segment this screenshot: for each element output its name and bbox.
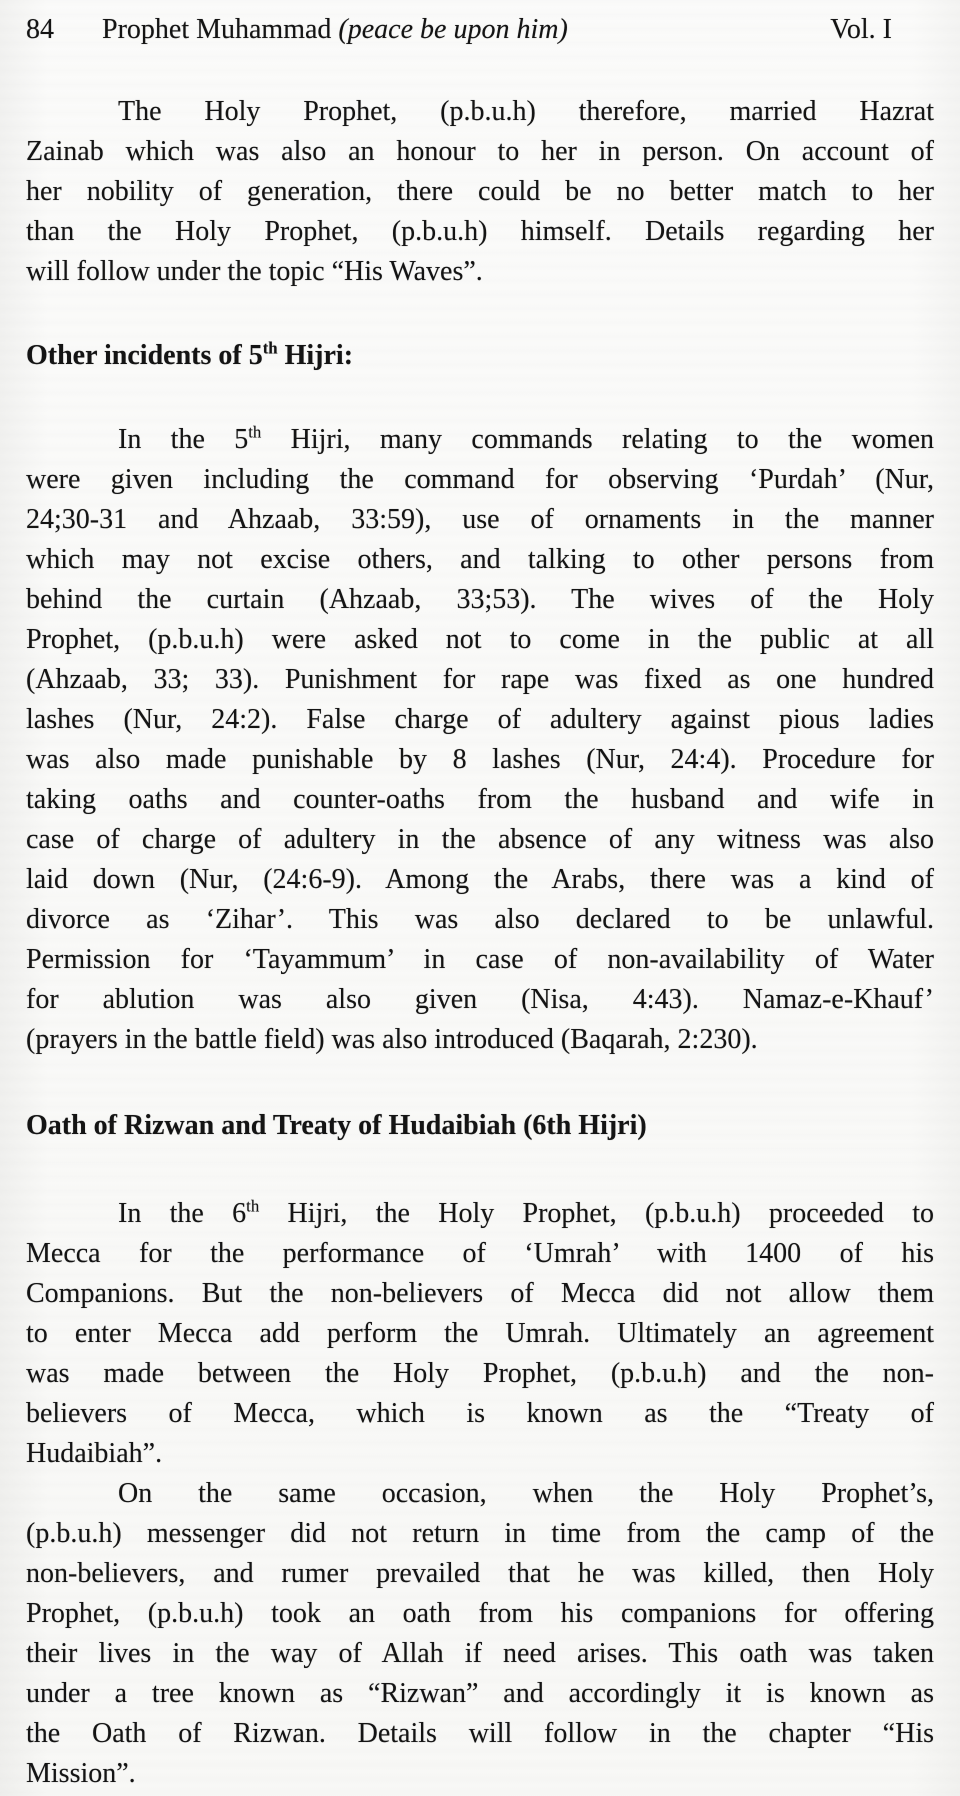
- superscript: th: [262, 338, 278, 358]
- text-line: 24;30-31 and Ahzaab, 33:59), use of ornaments in the manner: [26, 504, 934, 535]
- text-line: laid down (Nur, (24:6-9). Among the Arabs, there was a kind of: [26, 864, 934, 895]
- text-line: believers of Mecca, which is known as the “Treaty of: [26, 1398, 934, 1429]
- superscript: th: [248, 422, 262, 442]
- text-line: Permission for ‘Tayammum’ in case of non-availability of Water: [26, 944, 934, 975]
- text-line: taking oaths and counter-oaths from the husband and wife in: [26, 784, 934, 815]
- page-header: [26, 10, 934, 50]
- text-line: (Ahzaab, 33; 33). Punishment for rape was fixed as one hundred: [26, 664, 934, 695]
- text-line: Mission”.: [26, 1758, 136, 1789]
- running-title: [102, 10, 568, 50]
- text-line: Mecca for the performance of ‘Umrah’ with 1400 of his: [26, 1238, 934, 1269]
- text-line: Companions. But the non-believers of Mecca did not allow them: [26, 1278, 934, 1309]
- text-line: non-believers, and rumer prevailed that he was killed, then Holy: [26, 1558, 934, 1589]
- running-title-italic: (peace be upon him): [338, 14, 568, 45]
- text-line: was made between the Holy Prophet, (p.b.u.h) and the non-: [26, 1358, 934, 1389]
- text-line: (p.b.u.h) messenger did not return in time from the camp of the: [26, 1518, 934, 1549]
- text-line: their lives in the way of Allah if need arises. This oath was taken: [26, 1638, 934, 1669]
- section-heading-oath-rizwan-treaty-hudaibiah: [26, 1106, 934, 1146]
- paragraph-zainab-marriage: [26, 92, 934, 292]
- text-line: behind the curtain (Ahzaab, 33;53). The wives of the Holy: [26, 584, 934, 615]
- text-line: Zainab which was also an honour to her in person. On account of: [26, 136, 934, 167]
- paragraph-5th-hijri-commands: [26, 420, 934, 1060]
- text-line: Hudaibiah”.: [26, 1438, 163, 1469]
- text-line: In the 6th Hijri, the Holy Prophet, (p.b.u.h) proceeded to: [118, 1196, 935, 1229]
- text-line: lashes (Nur, 24:2). False charge of adultery against pious ladies: [26, 704, 934, 735]
- text-line: the Oath of Rizwan. Details will follow in the chapter “His: [26, 1718, 934, 1749]
- page-number: 84: [26, 14, 54, 45]
- volume-label: Vol. I: [830, 14, 892, 45]
- text-line: In the 5th Hijri, many commands relating to the women: [118, 422, 934, 455]
- running-title-regular: Prophet Muhammad: [102, 14, 339, 45]
- superscript: th: [246, 1196, 260, 1216]
- text-line: than the Holy Prophet, (p.b.u.h) himself. Details regarding her: [26, 216, 934, 247]
- text-line: (prayers in the battle field) was also introduced (Baqarah, 2:230).: [26, 1024, 758, 1055]
- text-line: Prophet, (p.b.u.h) were asked not to come in the public at all: [26, 624, 934, 655]
- section-heading-other-incidents-5th-hijri: [26, 336, 934, 376]
- text-line: Oath of Rizwan and Treaty of Hudaibiah (6th Hijri): [26, 1110, 647, 1141]
- text-line: case of charge of adultery in the absence of any witness was also: [26, 824, 934, 855]
- text-line: under a tree known as “Rizwan” and accordingly it is known as: [26, 1678, 934, 1709]
- text-line: divorce as ‘Zihar’. This was also declared to be unlawful.: [26, 904, 934, 935]
- text-line: Prophet, (p.b.u.h) took an oath from his companions for offering: [26, 1598, 934, 1629]
- text-line: will follow under the topic “His Waves”.: [26, 256, 483, 287]
- paragraph-6th-hijri-umrah: [26, 1194, 934, 1474]
- text-line: her nobility of generation, there could be no better match to her: [26, 176, 934, 207]
- text-line: were given including the command for observing ‘Purdah’ (Nur,: [26, 464, 934, 495]
- text-line: The Holy Prophet, (p.b.u.h) therefore, married Hazrat: [118, 96, 934, 127]
- text-line: for ablution was also given (Nisa, 4:43). Namaz-e-Khauf’: [26, 984, 934, 1015]
- text-line: which may not excise others, and talking to other persons from: [26, 544, 934, 575]
- paragraph-oath-of-rizwan: [26, 1474, 934, 1794]
- text-line: was also made punishable by 8 lashes (Nur, 24:4). Procedure for: [26, 744, 934, 775]
- text-line: to enter Mecca add perform the Umrah. Ultimately an agreement: [26, 1318, 934, 1349]
- text-line: On the same occasion, when the Holy Prophet’s,: [118, 1478, 934, 1509]
- text-line: Other incidents of 5th Hijri:: [26, 338, 354, 371]
